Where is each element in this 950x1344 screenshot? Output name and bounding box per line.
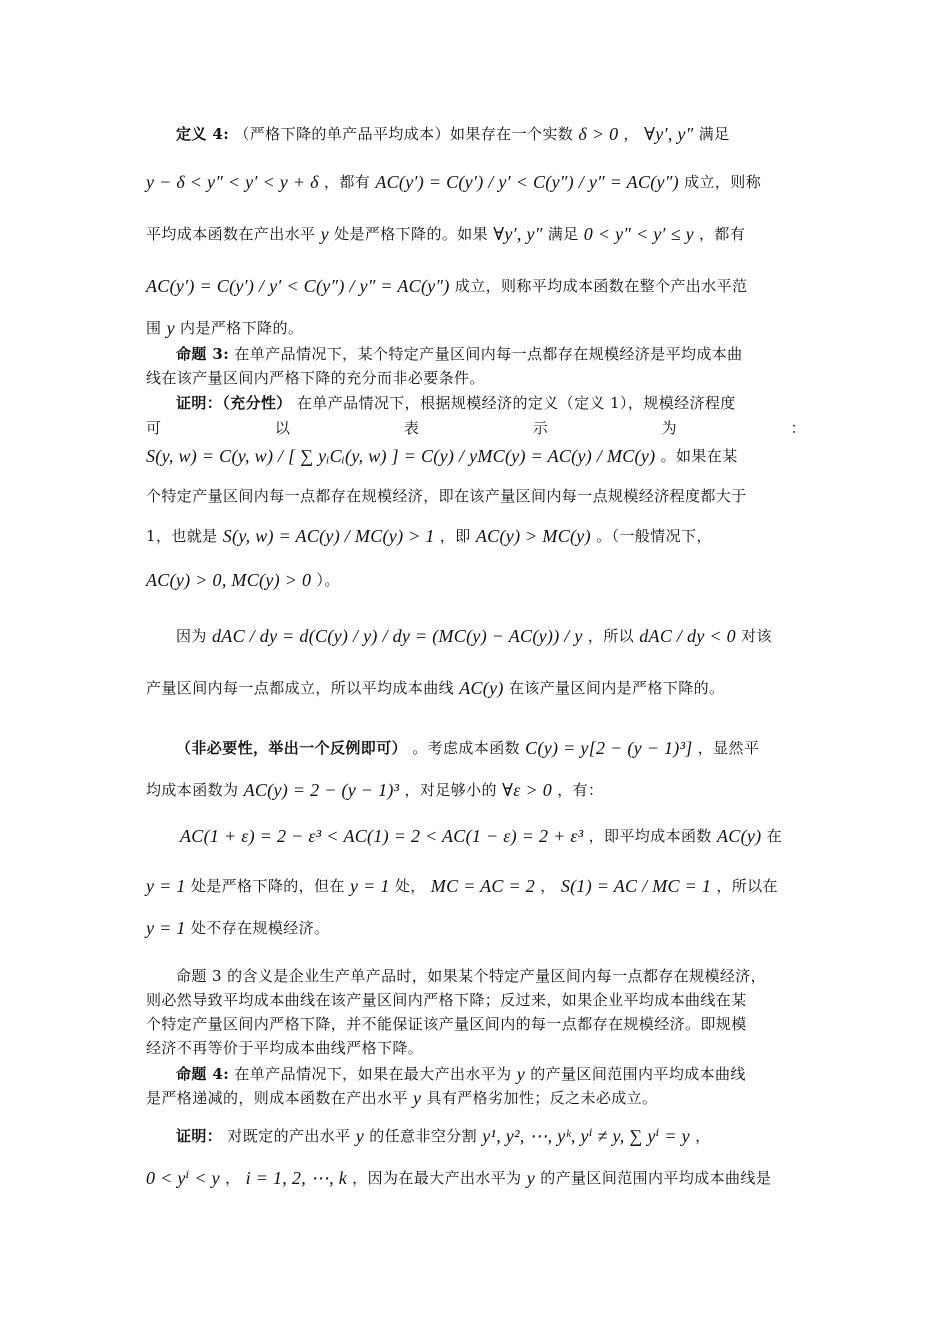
text-span: ）。: [316, 571, 340, 589]
math-formula: AC(y): [459, 678, 504, 698]
math-formula: 0 < yⁱ < y: [146, 1168, 220, 1188]
paragraph-line: 命题 3 的含义是企业生产单产品时，如果某个特定产量区间内每一点都存在规模经济，: [176, 967, 767, 985]
counterexample-heading: （非必要性，举出一个反例即可）: [176, 739, 408, 757]
math-formula: y = 1: [146, 876, 186, 896]
math-formula: dAC / dy = d(C(y) / y) / dy = (MC(y) − AC(y)) / y: [211, 626, 583, 646]
proposition-4-heading: 命题 4:: [176, 1065, 230, 1083]
definition-4-line-4: [146, 276, 806, 296]
math-formula: AC(1 + ε) = 2 − ε³ < AC(1) = 2 < AC(1 − ε) = 2 + ε³: [180, 826, 584, 846]
spread-char: 示: [532, 419, 549, 437]
spread-char: 可: [146, 419, 162, 437]
counterexample-line-3: [180, 826, 806, 846]
spread-char: 为: [661, 419, 678, 437]
proposition-3-line-2: [146, 368, 806, 388]
counterexample-line-5: [146, 918, 806, 938]
definition-4-line-5: [146, 318, 806, 338]
text-span: 处，: [394, 877, 426, 895]
math-formula: ∀y′, y″: [644, 124, 694, 144]
spread-char: 表: [403, 419, 420, 437]
text-span: 满足: [698, 125, 730, 143]
text-span: ，即平均成本函数: [588, 827, 712, 845]
text-span: ，: [540, 877, 556, 895]
text-span: 的产量区间范围内平均成本曲线: [530, 1065, 746, 1083]
proof-line-5: [146, 526, 806, 546]
text-span: ，都有: [699, 225, 746, 243]
math-formula: 0 < y″ < y′ ≤ y: [583, 224, 694, 244]
proof-heading: 证明：（充分性）: [176, 394, 292, 412]
text-span: 均成本函数为: [146, 781, 239, 799]
text-span: ，即: [439, 527, 471, 545]
spread-char: 以: [274, 419, 291, 437]
text-span: 。如果在某: [660, 447, 738, 465]
text-span: 处是严格下降的，但在: [190, 877, 345, 895]
definition-4-line-3: [146, 224, 806, 244]
text-span: 对既定的产出水平: [227, 1127, 351, 1145]
text-span: 产量区间内每一点都成立，所以平均成本曲线: [146, 679, 455, 697]
text-span: ，: [225, 1169, 241, 1187]
math-formula: S(y, w) = C(y, w) / [ ∑ yᵢCᵢ(y, w) ] = C(y) / yMC(y) = AC(y) / MC(y): [146, 446, 656, 466]
text-span: ，所以: [587, 627, 635, 645]
text-span: 在该产量区间内是严格下降的。: [508, 679, 725, 697]
text-span: 对该: [741, 627, 772, 645]
math-formula: ∀y′, y″: [493, 224, 543, 244]
text-span: ，: [623, 125, 639, 143]
math-formula: δ > 0: [578, 124, 619, 144]
math-formula: AC(y): [716, 826, 762, 846]
math-formula: y: [516, 1064, 526, 1084]
counterexample-line-1: [176, 738, 806, 758]
text-span: 1，也就是: [146, 527, 218, 545]
math-formula: y: [526, 1168, 536, 1188]
math-formula: AC(y′) = C(y′) / y′ < C(y″) / y″ = AC(y″): [375, 172, 679, 192]
proof-line-8: [146, 678, 806, 698]
text-span: ，所以在: [716, 877, 778, 895]
math-formula: i = 1, 2, ⋯, k: [245, 1168, 347, 1188]
proposition-4-line-1: [176, 1064, 806, 1084]
paragraph-line: 个特定产量区间内严格下降，并不能保证该产量区间内的每一点都存在规模经济。即规模: [146, 1015, 747, 1033]
text-span: 成立，则称平均成本函数在整个产出水平范: [454, 277, 748, 295]
proof-line-4: [146, 486, 806, 506]
text-span: 。考虑成本函数: [412, 739, 520, 757]
proposition-3-line-1: [176, 344, 806, 364]
proof-4-line-1: [176, 1126, 806, 1146]
text-span: 在单产品情况下，某个特定产量区间内每一点都存在规模经济是平均成本曲: [234, 345, 743, 363]
math-formula: y = 1: [146, 918, 186, 938]
counterexample-line-2: [146, 780, 806, 800]
text-span: 在单产品情况下，根据规模经济的定义（定义 1），规模经济程度: [296, 394, 736, 412]
math-formula: y = 1: [350, 876, 390, 896]
proof-line-3: [146, 446, 806, 466]
text-span: 个特定产量区间内每一点都存在规模经济，即在该产量区间内每一点规模经济程度都大于: [146, 487, 747, 505]
text-span: 处是严格下降的。如果: [334, 225, 489, 243]
paragraph-line: 经济不再等价于平均成本曲线严格下降。: [146, 1039, 424, 1057]
text-span: 的任意非空分割: [369, 1127, 478, 1145]
text-span: 在: [766, 827, 783, 845]
math-formula: ∀ε > 0: [502, 780, 553, 800]
proposition-4-line-2: [146, 1088, 806, 1108]
definition-4-heading: 定义 4:: [176, 125, 230, 143]
definition-4-line-2: [146, 172, 806, 192]
math-formula: y: [320, 224, 329, 244]
math-formula: y − δ < y″ < y′ < y + δ: [146, 172, 319, 192]
text-span: 内是严格下降的。: [180, 319, 304, 337]
math-formula: AC(y′) = C(y′) / y′ < C(y″) / y″ = AC(y″): [146, 276, 450, 296]
proof-4-line-2: [146, 1168, 806, 1188]
paragraph-line: 则必然导致平均成本曲线在该产量区间内严格下降；反过来，如果企业平均成本曲线在某: [146, 991, 747, 1009]
math-formula: AC(y) > MC(y): [475, 526, 591, 546]
text-span: ，对足够小的: [404, 781, 497, 799]
math-formula: y¹, y², ⋯, yᵏ, yⁱ ≠ y, ∑ yⁱ = y: [482, 1126, 690, 1146]
text-span: 在单产品情况下，如果在最大产出水平为: [234, 1065, 512, 1083]
text-span: ，有：: [557, 781, 604, 799]
proof-line-2: [146, 418, 806, 438]
math-formula: MC = AC = 2: [430, 876, 536, 896]
math-formula: y: [412, 1088, 422, 1108]
text-span: 围: [146, 319, 162, 337]
proof-4-heading: 证明：: [176, 1127, 223, 1145]
text-span: 的产量区间范围内平均成本曲线是: [540, 1169, 772, 1187]
math-formula: S(1) = AC / MC = 1: [560, 876, 712, 896]
definition-4-line-1: [176, 124, 806, 144]
text-span: 线在该产量区间内严格下降的充分而非必要条件。: [146, 369, 485, 387]
proof-line-7: [176, 626, 806, 646]
math-formula: y: [355, 1126, 365, 1146]
text-span: 处不存在规模经济。: [190, 919, 330, 937]
text-span: ，因为在最大产出水平为: [352, 1169, 522, 1187]
text-span: 满足: [547, 225, 579, 243]
math-formula: AC(y) = 2 − (y − 1)³: [243, 780, 400, 800]
math-formula: C(y) = y[2 − (y − 1)³]: [525, 738, 693, 758]
text-span: 具有严格劣加性；反之未必成立。: [426, 1089, 658, 1107]
text-span: ，: [695, 1127, 711, 1145]
spread-char: ：: [790, 419, 806, 437]
proof-line-6: [146, 570, 806, 590]
text-span: 。（一般情况下，: [596, 527, 712, 545]
text-span: ，都有: [323, 173, 371, 191]
math-formula: dAC / dy < 0: [639, 626, 736, 646]
text-span: 平均成本函数在产出水平: [146, 225, 316, 243]
text-span: 成立，则称: [684, 173, 762, 191]
text-span: ，显然平: [697, 739, 760, 757]
math-formula: S(y, w) = AC(y) / MC(y) > 1: [222, 526, 435, 546]
proof-line-1: [176, 393, 806, 413]
math-formula: AC(y) > 0, MC(y) > 0: [146, 570, 312, 590]
text-span: 是严格递减的，则成本函数在产出水平: [146, 1089, 408, 1107]
text-span: （严格下降的单产品平均成本）如果存在一个实数: [234, 125, 574, 143]
math-formula: y: [166, 318, 175, 338]
text-span: 因为: [176, 627, 207, 645]
counterexample-line-4: [146, 876, 806, 896]
proposition-3-heading: 命题 3:: [176, 345, 230, 363]
